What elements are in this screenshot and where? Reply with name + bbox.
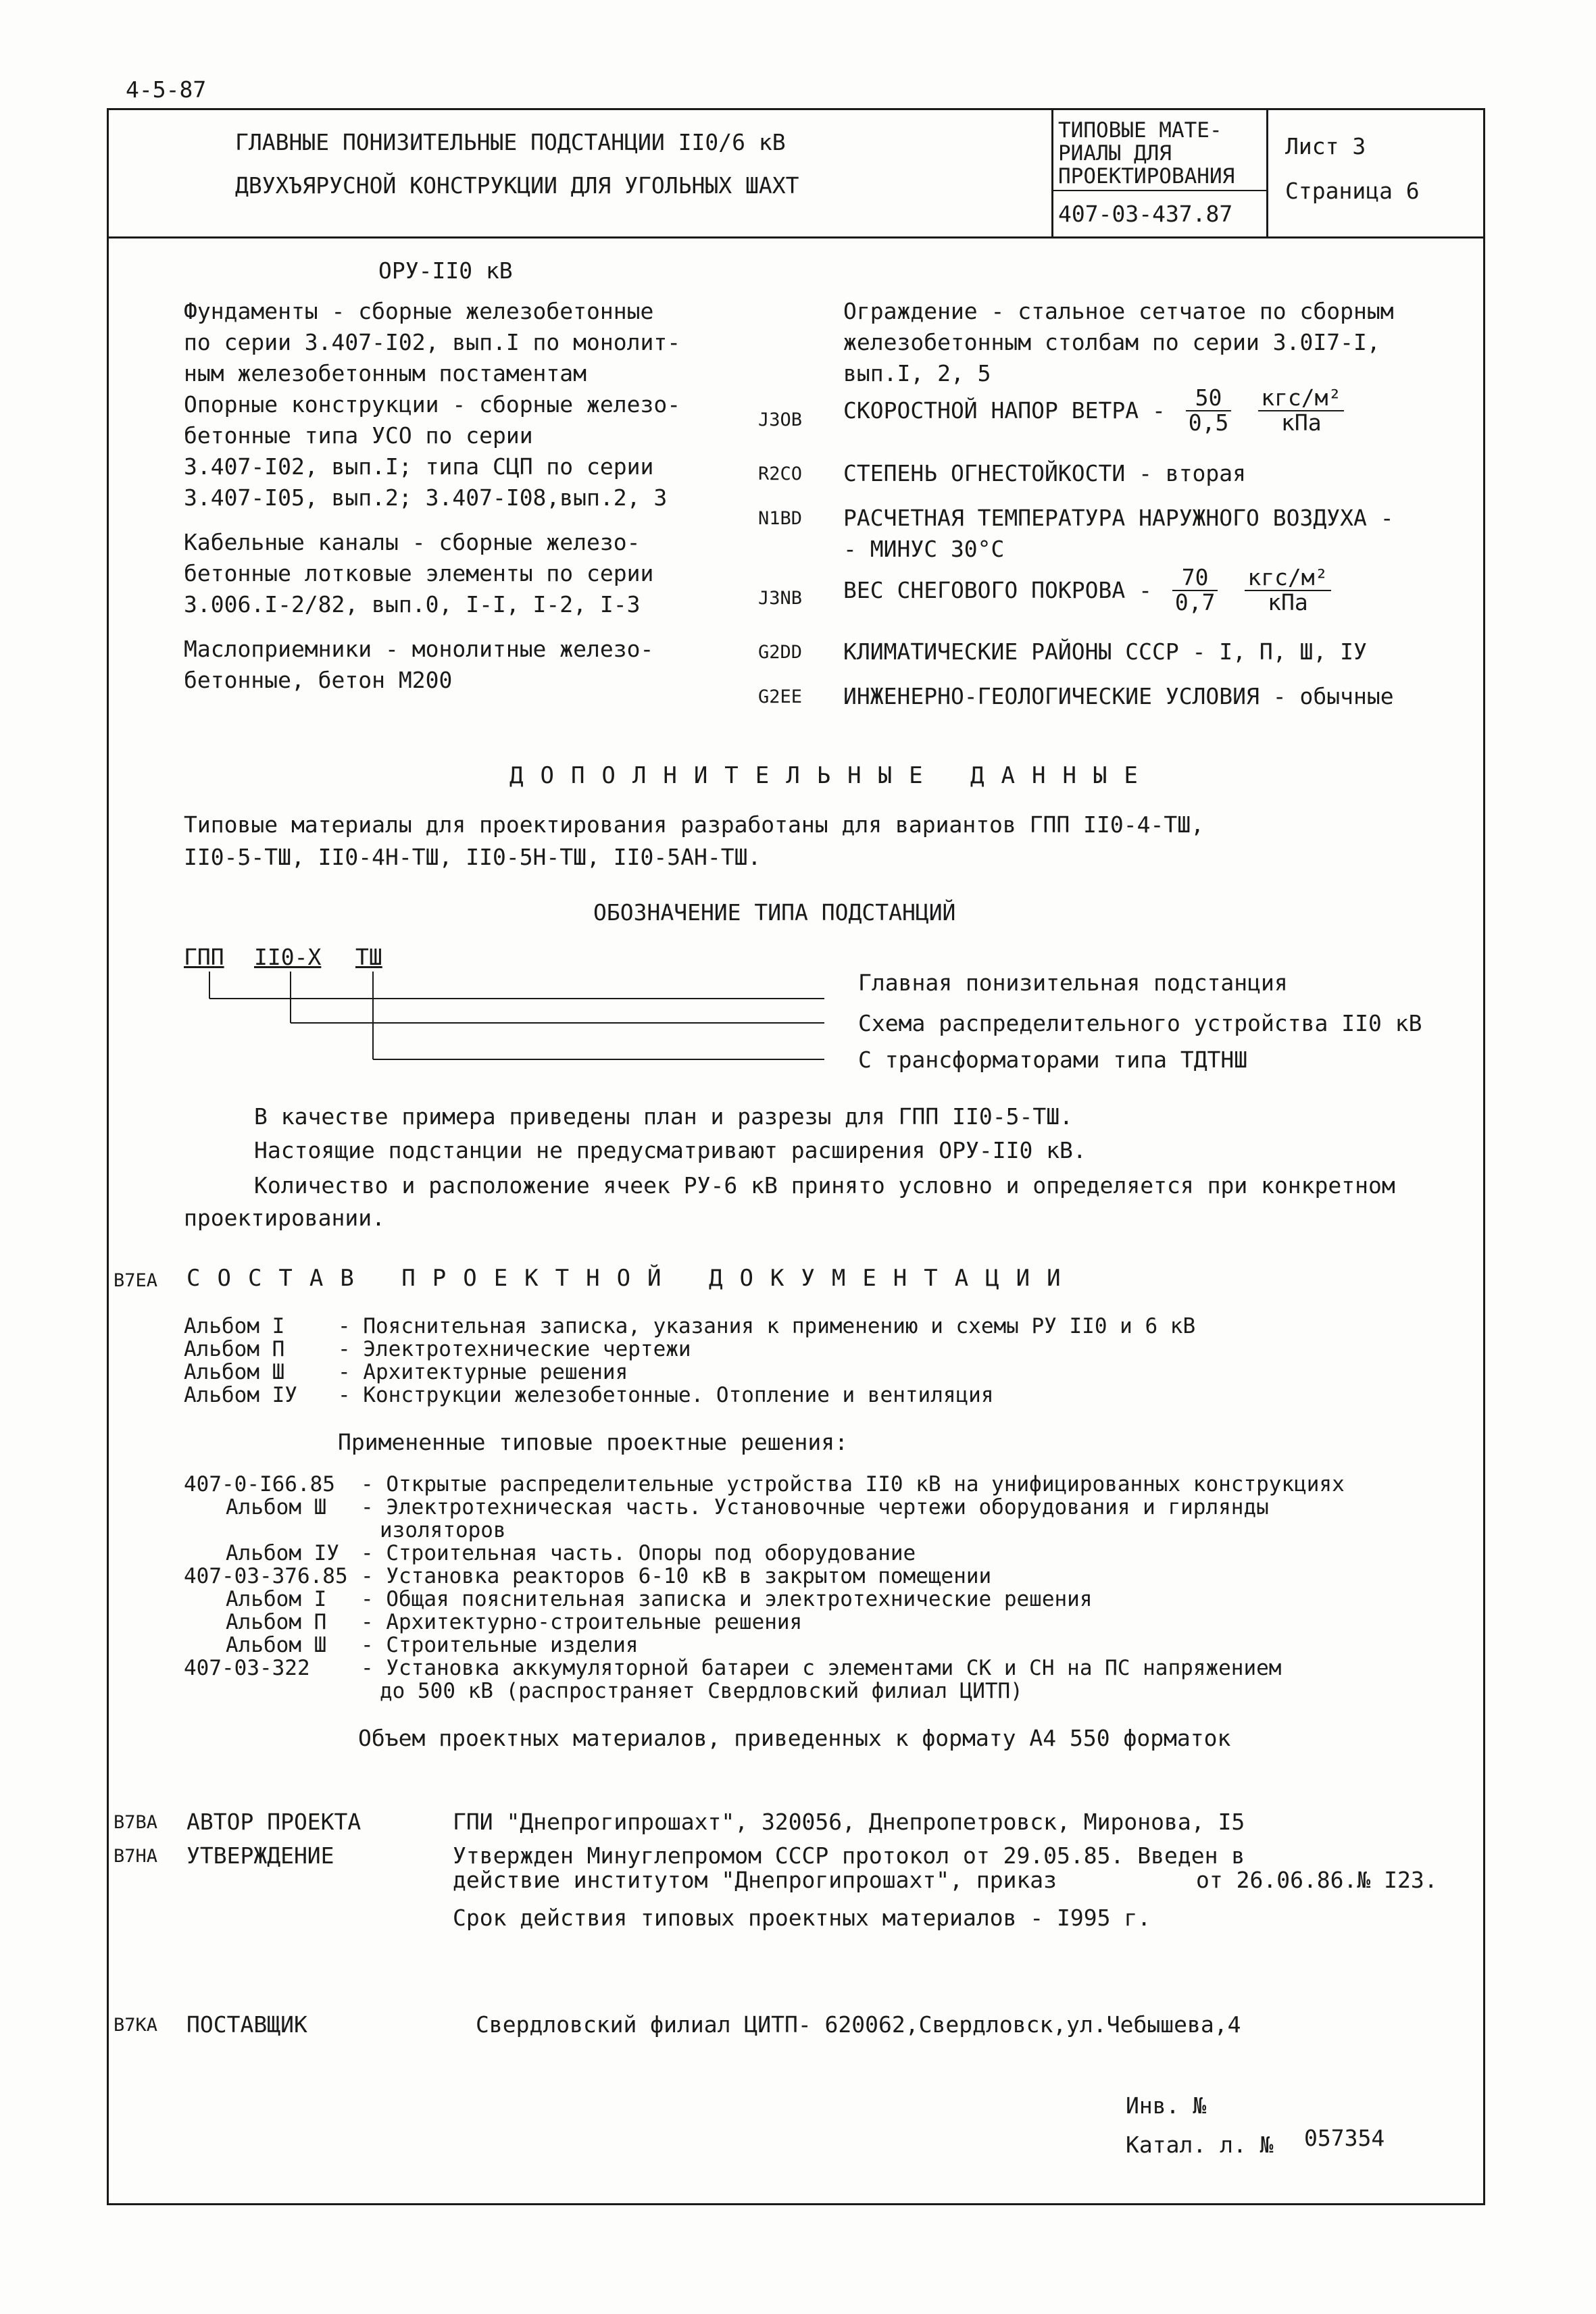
wind-value-num: 50: [1186, 386, 1232, 411]
approval-line1: Утвержден Минуглепромом СССР протокол от 29.05.85. Введен в: [453, 1842, 1245, 1869]
wind-load-row: [843, 386, 1351, 434]
page-number: Страница 6: [1285, 178, 1420, 204]
climate-regions: КЛИМАТИЧЕСКИЕ РАЙОНЫ СССР - I, П, Ш, IУ: [843, 638, 1367, 665]
applied-text: - Строительные изделия: [361, 1633, 639, 1657]
album-text: - Пояснительная записка, указания к применению и схемы РУ II0 и 6 кВ: [338, 1314, 1196, 1338]
applied-ref: Альбом Ш: [226, 1633, 327, 1657]
fire-code: R2CO: [758, 463, 803, 484]
header-divider: [107, 236, 1483, 238]
album-text: - Электротехнические чертежи: [338, 1337, 691, 1361]
oru-left-line: Опорные конструкции - сборные железо-: [184, 391, 681, 418]
inventory-number: Инв. №: [1126, 2092, 1207, 2119]
applied-text: - Архитектурно-строительные решения: [361, 1610, 803, 1634]
snow-unit: [1245, 566, 1330, 614]
applied-text: - Общая пояснительная записка и электротехнические решения: [361, 1587, 1093, 1611]
typ-number: 407-03-437.87: [1058, 201, 1233, 227]
applied-ref: Альбом П: [226, 1610, 327, 1634]
applied-text: - Установка реакторов 6-10 кВ в закрытом помещении: [361, 1564, 992, 1588]
extra-para1: В качестве примера приведены план и разрезы для ГПП II0-5-ТШ.: [254, 1103, 1073, 1130]
approval-line2a: действие институтом "Днепрогипрошахт", приказ: [453, 1867, 1057, 1893]
extra-para3a: Количество и расположение ячеек РУ-6 кВ принято условно и определяется при конкретном: [254, 1172, 1395, 1199]
header-separator-2: [1266, 108, 1268, 238]
snow-value: [1172, 566, 1218, 614]
oru-left-line: бетонные, бетон М200: [184, 667, 453, 693]
wind-unit-den: кПа: [1280, 409, 1322, 436]
catalog-label: Катал. л. №: [1126, 2132, 1274, 2158]
supplier-code: B7KA: [114, 2015, 158, 2036]
extra-heading: ДОПОЛНИТЕЛЬНЫЕ ДАННЫЕ: [509, 762, 1155, 789]
designation-legend-2: Схема распределительного устройства II0 кВ: [858, 1010, 1422, 1036]
supplier-label: ПОСТАВЩИК: [186, 2011, 307, 2038]
snow-label: ВЕС СНЕГОВОГО ПОКРОВА -: [843, 577, 1152, 604]
approval-line2b: от 26.06.86.№ I23.: [1196, 1867, 1438, 1893]
geo-code: G2EE: [758, 686, 803, 707]
snow-load-row: [843, 566, 1338, 614]
author-text: ГПИ "Днепрогипрошахт", 320056, Днепропетровск, Миронова, I5: [453, 1809, 1245, 1835]
wind-code: J3OB: [758, 409, 803, 430]
catalog-number: 057354: [1304, 2125, 1385, 2151]
album-name: Альбом П: [184, 1337, 285, 1361]
snow-value-den: 0,7: [1174, 588, 1216, 615]
wind-value-den: 0,5: [1188, 409, 1229, 436]
header-title-line2: ДВУХЪЯРУСНОЙ КОНСТРУКЦИИ ДЛЯ УГОЛЬНЫХ ШАХТ: [235, 172, 799, 199]
applied-text: - Электротехническая часть. Установочные чертежи оборудования и гирлянды: [361, 1495, 1269, 1519]
extra-para3b: проектировании.: [184, 1205, 386, 1231]
volume-note: Объем проектных материалов, приведенных к формату А4 550 форматок: [358, 1725, 1231, 1751]
applied-ref: 407-03-322: [184, 1656, 310, 1680]
extra-line2: II0-5-ТШ, II0-4Н-ТШ, II0-5Н-ТШ, II0-5АН-ТШ.: [184, 844, 762, 870]
oru-left-line: 3.006.I-2/82, вып.0, I-I, I-2, I-3: [184, 591, 641, 618]
composition-code: B7EA: [114, 1270, 158, 1291]
typ-label-line1: ТИПОВЫЕ МАТЕ-: [1058, 118, 1222, 143]
oru-left-line: Кабельные каналы - сборные железо-: [184, 529, 641, 555]
extra-para2: Настоящие подстанции не предусматривают расширения ОРУ-II0 кВ.: [254, 1137, 1087, 1163]
album-name: Альбом IУ: [184, 1383, 297, 1407]
header-separator-1: [1051, 108, 1053, 238]
page-code: 4-5-87: [126, 76, 207, 103]
temp-code: N1BD: [758, 508, 803, 529]
temp-line2: - МИНУС 30°С: [843, 536, 1005, 562]
author-code: B7BA: [114, 1812, 158, 1833]
composition-heading: СОСТАВ ПРОЕКТНОЙ ДОКУМЕНТАЦИИ: [186, 1265, 1078, 1292]
wind-unit-num: кгс/м²: [1258, 386, 1344, 411]
header-title-line1: ГЛАВНЫЕ ПОНИЗИТЕЛЬНЫЕ ПОДСТАНЦИИ II0/6 кВ: [235, 129, 786, 155]
oru-left-line: 3.407-I05, вып.2; 3.407-I08,вып.2, 3: [184, 484, 668, 511]
designation-code-110x: II0-Х: [254, 944, 322, 970]
approval-code: B7HA: [114, 1846, 158, 1867]
designation-heading: ОБОЗНАЧЕНИЕ ТИПА ПОДСТАНЦИЙ: [593, 899, 956, 926]
typ-label-line3: ПРОЕКТИРОВАНИЯ: [1058, 164, 1235, 188]
oru-left-line: Фундаменты - сборные железобетонные: [184, 298, 654, 324]
sheet-number: Лист 3: [1285, 133, 1366, 159]
approval-line3: Срок действия типовых проектных материалов - I995 г.: [453, 1905, 1151, 1931]
designation-code-gpp: ГПП: [184, 944, 224, 970]
snow-unit-den: кПа: [1268, 588, 1308, 615]
supplier-text: Свердловский филиал ЦИТП- 620062,Свердловск,ул.Чебышева,4: [476, 2011, 1241, 2038]
wind-value: [1186, 386, 1232, 434]
applied-ref: Альбом I: [226, 1587, 327, 1611]
typ-label-line2: РИАЛЫ ДЛЯ: [1058, 141, 1172, 166]
climate-code: G2DD: [758, 642, 803, 663]
author-label: АВТОР ПРОЕКТА: [186, 1809, 361, 1835]
applied-text: - Открытые распределительные устройства II0 кВ на унифицированных конструкциях: [361, 1472, 1345, 1496]
oru-fence-line: вып.I, 2, 5: [843, 360, 991, 386]
applied-ref: 407-0-I66.85: [184, 1472, 335, 1496]
album-name: Альбом Ш: [184, 1360, 285, 1384]
designation-legend-3: С трансформаторами типа ТДТНШ: [858, 1047, 1248, 1073]
snow-code: J3NB: [758, 588, 803, 609]
designation-leader-lines: [182, 972, 845, 1073]
album-name: Альбом I: [184, 1314, 285, 1338]
oru-left-line: бетонные лотковые элементы по серии: [184, 560, 654, 586]
oru-fence-line: железобетонным столбам по серии 3.0I7-I,: [843, 329, 1380, 355]
fire-resistance: СТЕПЕНЬ ОГНЕСТОЙКОСТИ - вторая: [843, 460, 1247, 486]
applied-text: - Строительная часть. Опоры под оборудование: [361, 1541, 916, 1565]
extra-line1: Типовые материалы для проектирования разработаны для вариантов ГПП II0-4-ТШ,: [184, 811, 1204, 838]
applied-text: изоляторов: [380, 1518, 506, 1542]
oru-left-line: 3.407-I02, вып.I; типа СЦП по серии: [184, 453, 654, 480]
applied-ref: Альбом IУ: [226, 1541, 339, 1565]
oru-left-line: по серии 3.407-I02, вып.I по монолит-: [184, 329, 681, 355]
designation-legend-1: Главная понизительная подстанция: [858, 970, 1288, 996]
album-text: - Конструкции железобетонные. Отопление и вентиляция: [338, 1383, 994, 1407]
applied-text: - Установка аккумуляторной батареи с элементами СК и СН на ПС напряжением: [361, 1656, 1282, 1680]
snow-unit-num: кгс/м²: [1245, 566, 1330, 591]
temp-line1: РАСЧЕТНАЯ ТЕМПЕРАТУРА НАРУЖНОГО ВОЗДУХА -: [843, 505, 1394, 531]
wind-label: СКОРОСТНОЙ НАПОР ВЕТРА -: [843, 397, 1166, 424]
oru-left-line: бетонные типа УСО по серии: [184, 422, 533, 449]
oru-left-line: ным железобетонным постаментам: [184, 360, 587, 386]
approval-label: УТВЕРЖДЕНИЕ: [186, 1842, 334, 1869]
snow-value-num: 70: [1172, 566, 1218, 591]
applied-ref: Альбом Ш: [226, 1495, 327, 1519]
applied-heading: Примененные типовые проектные решения:: [338, 1429, 848, 1455]
oru-heading: ОРУ-II0 кВ: [378, 257, 513, 284]
oru-fence-line: Ограждение - стальное сетчатое по сборным: [843, 298, 1394, 324]
designation-code-tsh: ТШ: [355, 944, 382, 970]
geo-conditions: ИНЖЕНЕРНО-ГЕОЛОГИЧЕСКИЕ УСЛОВИЯ - обычные: [843, 683, 1394, 709]
wind-unit: [1258, 386, 1344, 434]
oru-left-line: Маслоприемники - монолитные железо-: [184, 636, 654, 662]
header-number-divider: [1051, 190, 1268, 191]
applied-text: до 500 кВ (распространяет Свердловский филиал ЦИТП): [380, 1679, 1023, 1703]
album-text: - Архитектурные решения: [338, 1360, 628, 1384]
applied-ref: 407-03-376.85: [184, 1564, 348, 1588]
